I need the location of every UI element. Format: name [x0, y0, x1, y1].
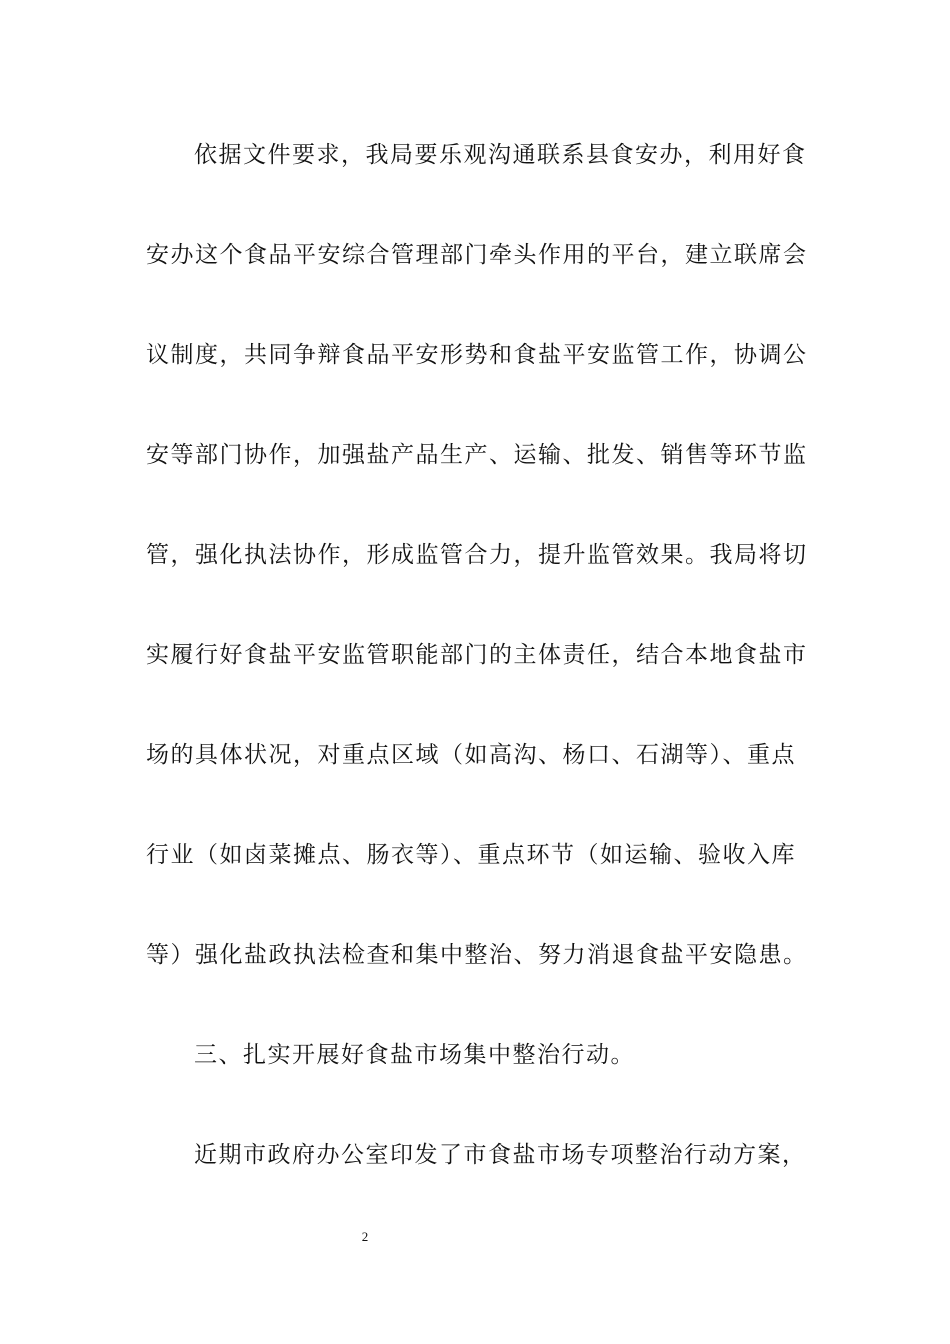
paragraph-line-1: 依据文件要求，我局要乐观沟通联系县食安办，利用好食	[194, 142, 807, 168]
paragraph-line-3: 议制度，共同争辩食品平安形势和食盐平安监管工作，协调公	[146, 342, 808, 368]
paragraph-line-6: 实履行好食盐平安监管职能部门的主体责任，结合本地食盐市	[146, 642, 808, 668]
paragraph-line-8: 行业（如卤菜摊点、肠衣等）、重点环节（如运输、验收入库	[146, 842, 796, 868]
section-heading: 三、扎实开展好食盐市场集中整治行动。	[194, 1042, 635, 1068]
paragraph-line-9: 等）强化盐政执法检查和集中整治、努力消退食盐平安隐患。	[146, 942, 808, 968]
page-number: 2	[361, 1229, 369, 1244]
paragraph-line-2: 安办这个食品平安综合管理部门牵头作用的平台，建立联席会	[146, 242, 808, 268]
paragraph-line-10: 近期市政府办公室印发了市食盐市场专项整治行动方案，	[194, 1142, 807, 1168]
paragraph-line-4: 安等部门协作，加强盐产品生产、运输、批发、销售等环节监	[146, 442, 808, 468]
paragraph-line-5: 管，强化执法协作，形成监管合力，提升监管效果。我局将切	[146, 542, 808, 568]
paragraph-line-7: 场的具体状况，对重点区域（如高沟、杨口、石湖等）、重点	[146, 742, 796, 768]
